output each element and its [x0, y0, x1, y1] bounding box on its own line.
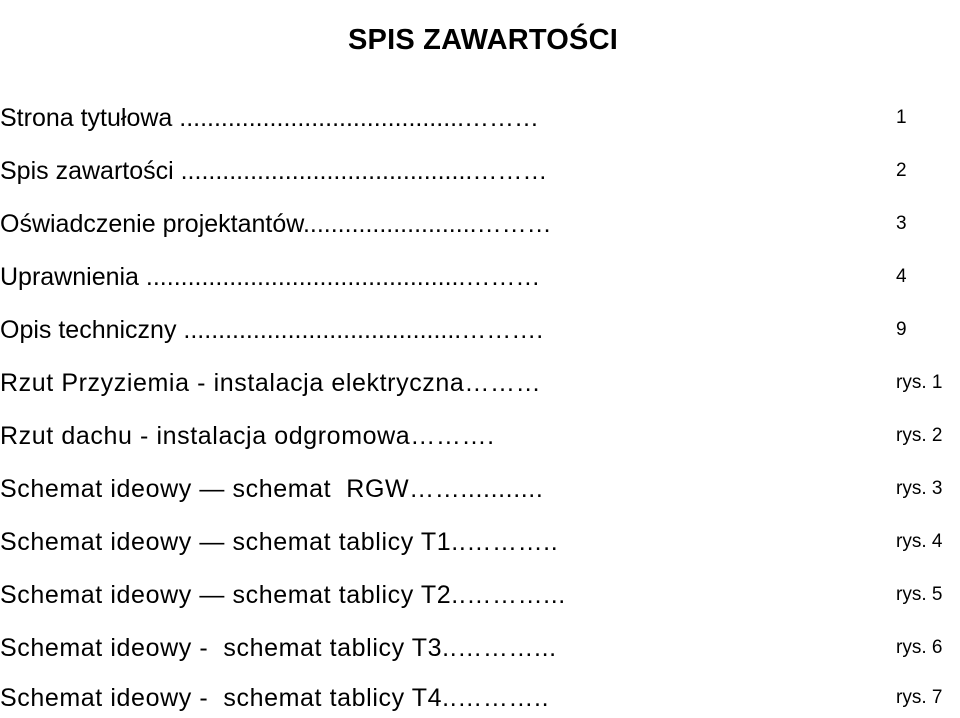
- toc-entry: Uprawnienia ..............................................………: [0, 263, 541, 291]
- toc-page-number: rys. 5: [896, 584, 943, 605]
- toc-page-number: rys. 6: [896, 637, 943, 658]
- toc-entry: Rzut dachu - instalacja odgromowa……….: [0, 422, 495, 450]
- toc-page-number: 3: [896, 213, 907, 234]
- toc-row: [0, 363, 960, 403]
- toc-page-number: rys. 1: [896, 372, 943, 393]
- toc-page-number: 1: [896, 107, 907, 128]
- toc-page-number: rys. 3: [896, 478, 943, 499]
- toc-row: [0, 257, 960, 297]
- toc-entry: Schemat ideowy - schemat tablicy T4..………..: [0, 684, 550, 712]
- document-title: SPIS ZAWARTOŚCI: [348, 24, 618, 57]
- toc-page-number: rys. 2: [896, 425, 943, 446]
- toc-entry: Schemat ideowy — schemat RGW……...........: [0, 475, 544, 503]
- toc-entry: Oświadczenie projektantów.........................………: [0, 210, 552, 238]
- toc-entry: Strona tytułowa .........................................………: [0, 104, 540, 132]
- toc-entry: Schemat ideowy — schemat tablicy T1..………..: [0, 528, 559, 556]
- toc-entry: Schemat ideowy — schemat tablicy T2..………...: [0, 581, 566, 609]
- toc-row: [0, 151, 960, 191]
- toc-page-number: 4: [896, 266, 907, 287]
- toc-row: [0, 310, 960, 350]
- toc-row: [0, 98, 960, 138]
- toc-row: [0, 204, 960, 244]
- toc-row: [0, 416, 960, 456]
- toc-row: [0, 575, 960, 615]
- toc-page-number: 2: [896, 160, 907, 181]
- toc-row: [0, 522, 960, 562]
- toc-row: [0, 469, 960, 509]
- toc-entry: Opis techniczny ........................................……….: [0, 316, 551, 344]
- toc-page-number: rys. 7: [896, 687, 943, 708]
- toc-row: [0, 678, 960, 718]
- toc-entry: Schemat ideowy - schemat tablicy T3..………...: [0, 634, 557, 662]
- toc-page-number: 9: [896, 319, 907, 340]
- toc-entry: Spis zawartości ..........................................………: [0, 157, 548, 185]
- toc-entry: Rzut Przyziemia - instalacja elektryczna………: [0, 369, 542, 397]
- toc-page-number: rys. 4: [896, 531, 943, 552]
- toc-row: [0, 628, 960, 668]
